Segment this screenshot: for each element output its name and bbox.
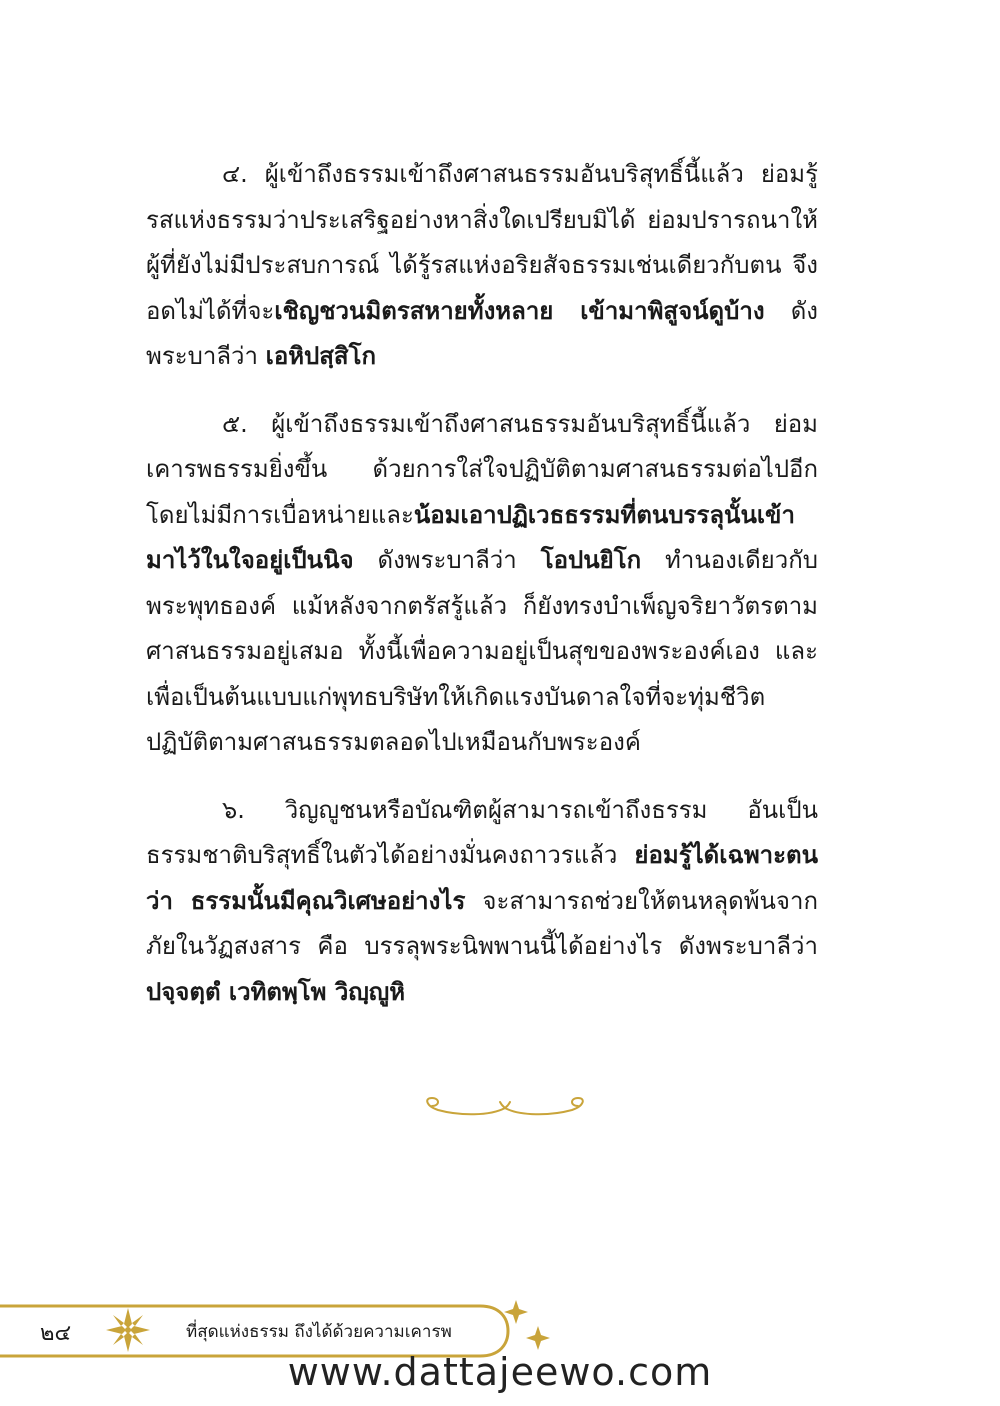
p4-seg-3: เอหิปสฺสิโก <box>265 342 376 370</box>
paragraph-6 <box>146 788 818 1016</box>
paragraph-4 <box>146 152 818 380</box>
p5-seg-3: โอปนยิโก <box>540 546 642 574</box>
p4-seg-2: ดังพระบาลีว่า <box>146 296 819 370</box>
p6-seg-1: ย่อมรู้ได้เฉพาะตนว่า ธรรมนั้นมีคุณวิเศษอย่างไร <box>146 841 818 915</box>
p6-seg-0: ๖. วิญญูชนหรือบัณฑิตผู้สามารถเข้าถึงธรรม อันเป็นธรรมชาติบริสุทธิ์ในตัวได้อย่างมั่นคงถาวรแล้ว <box>146 795 818 869</box>
paragraph-5 <box>146 402 818 766</box>
p6-seg-3: ปจฺจตฺตํ เวทิตพฺโพ วิญฺญูหิ <box>146 977 406 1006</box>
p5-seg-0: ๕. ผู้เข้าถึงธรรมเข้าถึงศาสนธรรมอันบริสุทธิ์นี้แล้ว ย่อมเคารพธรรมยิ่งขึ้น ด้วยการใส่ใจปฏิบัติตามศาสนธรรมต่อไปอีก โดยไม่มีการเบื่อหน่ายและ <box>146 409 818 529</box>
p4-seg-0: ๔. ผู้เข้าถึงธรรมเข้าถึงศาสนธรรมอันบริสุทธิ์นี้แล้ว ย่อมรู้รสแห่งธรรมว่าประเสริฐอย่างหาสิ่งใดเปรียบมิได้ ย่อมปรารถนาให้ผู้ที่ยังไม่มีประสบการณ์ ได้รู้รสแห่งอริยสัจธรรมเช่นเดียวกับตน จึงอดไม่ได้ที่จะ <box>146 160 818 325</box>
page-number: ๒๔ <box>40 1321 72 1346</box>
gold-sparkle-icon <box>496 1296 556 1354</box>
scroll-divider-icon <box>420 1090 590 1120</box>
p5-seg-4: ทำนองเดียวกับพระพุทธองค์ แม้หลังจากตรัสรู้แล้ว ก็ยังทรงบำเพ็ญจริยาวัตรตามศาสนธรรมอยู่เสมอ ทั้งนี้เพื่อความอยู่เป็นสุขของพระองค์เอง และเพื่อเป็นต้นแบบแก่พุทธบริษัทให้เกิดแรงบันดาลใจที่จะทุ่มชีวิตปฏิบัติตามศาสนธรรมตลอดไปเหมือนกับพระองค์ <box>146 546 818 756</box>
p6-seg-2: จะสามารถช่วยให้ตนหลุดพ้นจากภัยในวัฏสงสาร คือ บรรลุพระนิพพานนี้ได้อย่างไร ดังพระบาลีว่า <box>146 886 818 960</box>
body-text <box>146 152 818 1015</box>
p4-seg-1: เชิญชวนมิตรสหายทั้งหลาย เข้ามาพิสูจน์ดูบ้าง <box>274 296 765 325</box>
p5-seg-1: น้อมเอาปฏิเวธธรรมที่ตนบรรลุนั้นเข้ามาไว้ในใจอยู่เป็นนิจ <box>146 500 795 574</box>
website-url: www.dattajeewo.com <box>287 1350 713 1394</box>
book-title: ที่สุดแห่งธรรม ถึงได้ด้วยความเคารพ <box>186 1322 452 1342</box>
p5-seg-2: ดังพระบาลีว่า <box>353 546 541 574</box>
